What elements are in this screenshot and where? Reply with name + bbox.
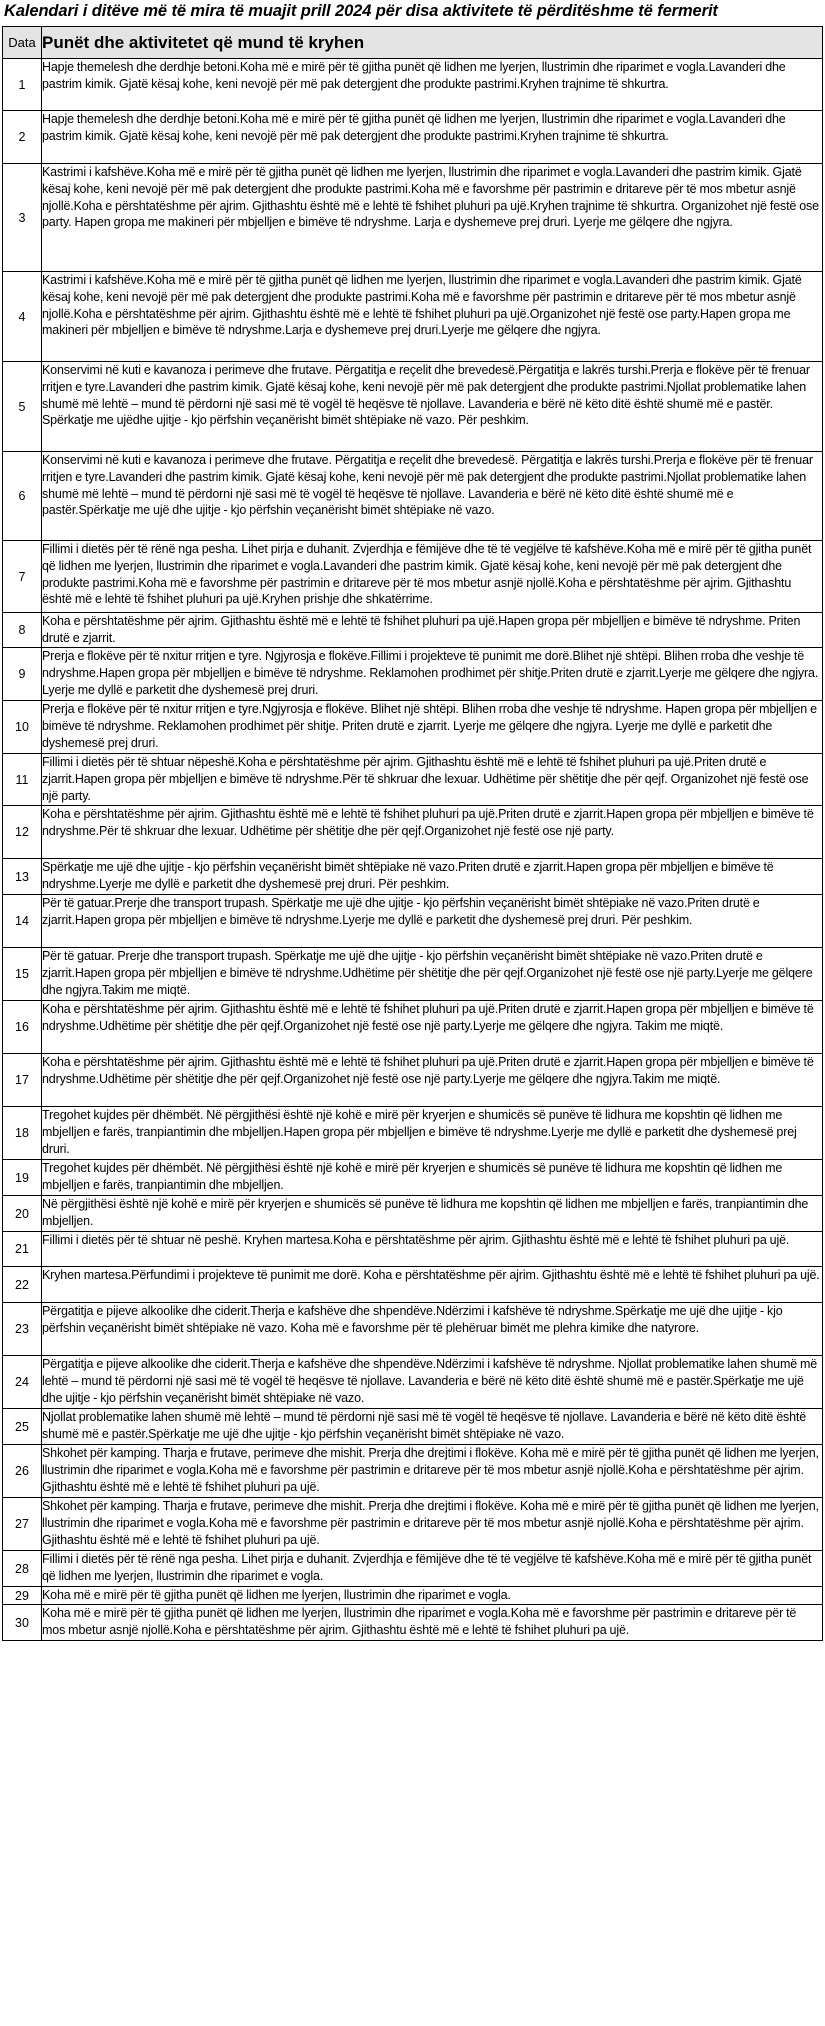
day-number: 6 [3,452,42,541]
activity-description: Koha më e mirë për të gjitha punët që lidhen me lyerjen, llustrimin dhe riparimet e vogla. [42,1587,823,1605]
activity-description: Koha e përshtatëshme për ajrim. Gjithashtu është më e lehtë të fshihet pluhuri pa ujë.Hapen gropa për mbjelljen e bimëve të ndryshme. Priten drutë e zjarrit. [42,613,823,648]
table-row [3,895,823,948]
activity-description: Për të gatuar. Prerje dhe transport trupash. Spërkatje me ujë dhe ujitje - kjo përfshin veçanërisht bimët shtëpiake në vazo.Priten drutë e zjarrit.Hapen gropa për mbjelljen e bimëve të ndryshme.Udhëtime për shëtitje dhe për qejf.Organizohet një festë ose një party.Lyerje me gëlqere dhe ngjyra.Takim me miqtë. [42,948,823,1001]
activity-description: Fillimi i dietës për të shtuar në peshë. Kryhen martesa.Koha e përshtatëshme për ajrim. Gjithashtu është më e lehtë të fshihet pluhuri pa ujë. [42,1232,823,1267]
day-column-header: Data [3,27,42,59]
day-number: 24 [3,1356,42,1409]
table-row [3,613,823,648]
table-row [3,164,823,272]
activity-description: Prerja e flokëve për të nxitur rritjen e tyre.Ngjyrosja e flokëve. Blihet një shtëpi. Blihen rroba dhe veshje të ndryshme. Hapen gropa për mbjelljen e bimëve të ndryshme. Reklamohen prodhimet për shitje. Priten drutë e zjarrit. Lyerje me gëlqere dhe ngjyra. Lyerje me dyllë e parketit dhe dyshemesë prej druri. [42,701,823,754]
table-row [3,1356,823,1409]
activity-description: Shkohet për kamping. Tharja e frutave, perimeve dhe mishit. Prerja dhe drejtimi i flokëve. Koha më e mirë për të gjitha punët që lidhen me lyerjen, llustrimin dhe riparimet e vogla.Koha më e favorshme për pastrimin e dritareve për të mos mbetur asnjë njollë.Koha e përshtatëshme për ajrim. Gjithashtu është më e lehtë të fshihet pluhuri pa ujë. [42,1445,823,1498]
activity-description: Kryhen martesa.Përfundimi i projekteve të punimit me dorë. Koha e përshtatëshme për ajrim. Gjithashtu është më e lehtë të fshihet pluhuri pa ujë. [42,1267,823,1303]
day-number: 9 [3,648,42,701]
day-number: 28 [3,1551,42,1587]
activity-description: Njollat problematike lahen shumë më lehtë – mund të përdorni një sasi më të vogël të heqësve të njollave. Lavanderia e bërë në këto ditë është shumë më e pastër.Spërkatje me ujë dhe ujitje - kjo përfshin veçanërisht bimët shtëpiake në vazo. [42,1409,823,1445]
day-number: 15 [3,948,42,1001]
table-row [3,1587,823,1605]
table-row [3,1001,823,1054]
activity-description: Fillimi i dietës për të rënë nga pesha. Lihet pirja e duhanit. Zvjerdhja e fëmijëve dhe të të vegjëlve të kafshëve.Koha më e mirë për të gjitha punët që lidhen me lyerjen, llustrimin dhe riparimet e vogla. [42,1551,823,1587]
table-row [3,1107,823,1160]
table-row [3,701,823,754]
day-number: 3 [3,164,42,272]
day-number: 7 [3,541,42,613]
activity-description: Kastrimi i kafshëve.Koha më e mirë për të gjitha punët që lidhen me lyerjen, llustrimin dhe riparimet e vogla.Lavanderi dhe pastrim kimik. Gjatë kësaj kohe, keni nevojë për më pak detergjent dhe produkte pastrimi.Koha më e favorshme për pastrimin e dritareve për të mos mbetur asnjë njollë.Koha e përshtatëshme për ajrim. Gjithashtu është më e lehtë të fshihet pluhuri pa ujë.Kryhen trajnime të shkurtra. Organizohet një festë ose party. Hapen gropa me makineri për mbjelljen e bimëve të ndryshme. Larja e dyshemeve prej druri. Lyerje me gëlqere dhe ngjyra. [42,164,823,272]
activity-description: Koha e përshtatëshme për ajrim. Gjithashtu është më e lehtë të fshihet pluhuri pa ujë.Priten drutë e zjarrit.Hapen gropa për mbjelljen e bimëve të ndryshme.Udhëtime për shëtitje dhe për qejf.Organizohet një festë ose një party.Lyerje me gëlqere dhe ngjyra. Takim me miqtë. [42,1001,823,1054]
page-title: Kalendari i ditëve më të mira të muajit prill 2024 për disa aktivitete të përditëshme të fermerit [4,2,718,20]
activity-description: Tregohet kujdes për dhëmbët. Në përgjithësi është një kohë e mirë për kryerjen e shumicës së punëve të lidhura me kopshtin që lidhen me mbjelljen e farës, tranpiantimin dhe mbjelljen. [42,1160,823,1196]
day-number: 29 [3,1587,42,1605]
table-row [3,272,823,362]
table-row [3,1054,823,1107]
day-number: 22 [3,1267,42,1303]
day-number: 13 [3,859,42,895]
table-row [3,1605,823,1641]
activity-description: Për të gatuar.Prerje dhe transport trupash. Spërkatje me ujë dhe ujitje - kjo përfshin veçanërisht bimët shtëpiake në vazo.Priten drutë e zjarrit.Hapen gropa për mbjelljen e bimëve të ndryshme.Lyerje me dyllë e parketit dhe dyshemesë prej druri. Për peshkim. [42,895,823,948]
day-number: 30 [3,1605,42,1641]
day-number: 12 [3,806,42,859]
activity-description: Shkohet për kamping. Tharja e frutave, perimeve dhe mishit. Prerja dhe drejtimi i flokëve. Koha më e mirë për të gjitha punët që lidhen me lyerjen, llustrimin dhe riparimet e vogla.Koha më e favorshme për pastrimin e dritareve për të mos mbetur asnjë njollë.Koha e përshtatëshme për ajrim. Gjithashtu është më e lehtë të fshihet pluhuri pa ujë. [42,1498,823,1551]
activity-description: Koha e përshtatëshme për ajrim. Gjithashtu është më e lehtë të fshihet pluhuri pa ujë.Priten drutë e zjarrit.Hapen gropa për mbjelljen e bimëve të ndryshme.Udhëtime për shëtitje dhe për qejf.Organizohet një festë ose një party.Lyerje me gëlqere dhe ngjyra.Takim me miqtë. [42,1054,823,1107]
day-number: 18 [3,1107,42,1160]
table-row [3,362,823,452]
table-row [3,111,823,164]
activity-description: Fillimi i dietës për të rënë nga pesha. Lihet pirja e duhanit. Zvjerdhja e fëmijëve dhe të të vegjëlve të kafshëve.Koha më e mirë për të gjitha punët që lidhen me lyerjen, llustrimin dhe riparimet e vogla.Lavanderi dhe pastrim kimik. Gjatë kësaj kohe, keni nevojë për më pak detergjent dhe produkte pastrimi.Koha më e favorshme për pastrimin e dritareve për të mos mbetur asnjë njollë.Koha e përshtatëshme për ajrim. Gjithashtu është më e lehtë të fshihet pluhuri pa ujë.Kryhen prishje dhe shkatërrime. [42,541,823,613]
table-row [3,1267,823,1303]
day-number: 23 [3,1303,42,1356]
activity-calendar-table [2,26,823,1641]
activities-column-header: Punët dhe aktivitetet që mund të kryhen [42,27,823,59]
table-row [3,754,823,806]
table-row [3,1303,823,1356]
activity-description: Koha më e mirë për të gjitha punët që lidhen me lyerjen, llustrimin dhe riparimet e vogla.Koha më e favorshme për pastrimin e dritareve për të mos mbetur asnjë njollë.Koha e përshtatëshme për ajrim. Gjithashtu është më e lehtë të fshihet pluhuri pa ujë. [42,1605,823,1641]
day-number: 16 [3,1001,42,1054]
activity-description: Kastrimi i kafshëve.Koha më e mirë për të gjitha punët që lidhen me lyerjen, llustrimin dhe riparimet e vogla.Lavanderi dhe pastrim kimik. Gjatë kësaj kohe, keni nevojë për më pak detergjent dhe produkte pastrimi.Koha më e favorshme për pastrimin e dritareve për të mos mbetur asnjë njollë.Koha e përshtatëshme për ajrim. Gjithashtu është më e lehtë të fshihet pluhuri pa ujë.Organizohet një festë ose party.Hapen gropa me makineri për mbjelljen e bimëve të ndryshme.Larja e dyshemeve prej druri.Lyerje me gëlqere dhe ngjyra. [42,272,823,362]
table-row [3,59,823,111]
activity-description: Spërkatje me ujë dhe ujitje - kjo përfshin veçanërisht bimët shtëpiake në vazo.Priten drutë e zjarrit.Hapen gropa për mbjelljen e bimëve të ndryshme.Lyerje me dyllë e parketit dhe dyshemesë prej druri. Për peshkim. [42,859,823,895]
activity-description: Konservimi në kuti e kavanoza i perimeve dhe frutave. Përgatitja e reçelit dhe brevedesë.Përgatitja e lakrës turshi.Prerja e flokëve për të frenuar rritjen e tyre.Lavanderi dhe pastrim kimik. Gjatë kësaj kohe, keni nevojë për më pak detergjent dhe produkte pastrimi.Njollat problematike lahen shumë më lehtë – mund të përdorni një sasi më të vogël të heqësve të njollave. Lavanderia e bërë në këto ditë është shumë më e pastër. Spërkatje me ujëdhe ujitje - kjo përfshin veçanërisht bimët shtëpiake në vazo. Për peshkim. [42,362,823,452]
day-number: 5 [3,362,42,452]
day-number: 1 [3,59,42,111]
day-number: 21 [3,1232,42,1267]
day-number: 2 [3,111,42,164]
table-row [3,648,823,701]
table-row [3,948,823,1001]
day-number: 19 [3,1160,42,1196]
table-row [3,1498,823,1551]
table-header-row [3,27,823,59]
activity-description: Konservimi në kuti e kavanoza i perimeve dhe frutave. Përgatitja e reçelit dhe brevedesë. Përgatitja e lakrës turshi.Prerja e flokëve për të frenuar rritjen e tyre.Lavanderi dhe pastrim kimik. Gjatë kësaj kohe, keni nevojë për më pak detergjent dhe produkte pastrimi.Njollat problematike lahen shumë më lehtë – mund të përdorni një sasi më të vogël të heqësve të njollave. Lavanderia e bërë në këto ditë është shumë më e pastër.Spërkatje me ujë dhe ujitje - kjo përfshin veçanërisht bimët shtëpiake në vazo. [42,452,823,541]
activity-description: Hapje themelesh dhe derdhje betoni.Koha më e mirë për të gjitha punët që lidhen me lyerjen, llustrimin dhe riparimet e vogla.Lavanderi dhe pastrim kimik. Gjatë kësaj kohe, keni nevojë për më pak detergjent dhe produkte pastrimi.Kryhen trajnime të shkurtra. [42,111,823,164]
table-row [3,1551,823,1587]
table-row [3,1160,823,1196]
day-number: 20 [3,1196,42,1232]
activity-description: Koha e përshtatëshme për ajrim. Gjithashtu është më e lehtë të fshihet pluhuri pa ujë.Priten drutë e zjarrit.Hapen gropa për mbjelljen e bimëve të ndryshme.Për të shkruar dhe lexuar. Udhëtime për shëtitje dhe për qejf.Organizohet një festë ose një party. [42,806,823,859]
day-number: 17 [3,1054,42,1107]
day-number: 25 [3,1409,42,1445]
day-number: 27 [3,1498,42,1551]
activity-description: Në përgjithësi është një kohë e mirë për kryerjen e shumicës së punëve të lidhura me kopshtin që lidhen me mbjelljen e farës, tranpiantimin dhe mbjelljen. [42,1196,823,1232]
activity-description: Tregohet kujdes për dhëmbët. Në përgjithësi është një kohë e mirë për kryerjen e shumicës së punëve të lidhura me kopshtin që lidhen me mbjelljen e farës, tranpiantimin dhe mbjelljen.Hapen gropa për mbjelljen e bimëve të ndryshme.Lyerje me dyllë e parketit dhe dyshemesë prej druri. [42,1107,823,1160]
day-number: 14 [3,895,42,948]
table-row [3,541,823,613]
day-number: 8 [3,613,42,648]
day-number: 26 [3,1445,42,1498]
table-row [3,452,823,541]
activity-description: Hapje themelesh dhe derdhje betoni.Koha më e mirë për të gjitha punët që lidhen me lyerjen, llustrimin dhe riparimet e vogla.Lavanderi dhe pastrim kimik. Gjatë kësaj kohe, keni nevojë për më pak detergjent dhe produkte pastrimi.Kryhen trajnime të shkurtra. [42,59,823,111]
table-row [3,859,823,895]
activity-description: Fillimi i dietës për të shtuar nëpeshë.Koha e përshtatëshme për ajrim. Gjithashtu është më e lehtë të fshihet pluhuri pa ujë.Priten drutë e zjarrit.Hapen gropa për mbjelljen e bimëve të ndryshme.Për të shkruar dhe lexuar. Udhëtime për shëtitje dhe për qejf. Organizohet një festë ose një party. [42,754,823,806]
day-number: 10 [3,701,42,754]
table-row [3,1196,823,1232]
table-row [3,1232,823,1267]
table-row [3,806,823,859]
activity-description: Përgatitja e pijeve alkoolike dhe ciderit.Therja e kafshëve dhe shpendëve.Ndërzimi i kafshëve të ndryshme.Spërkatje me ujë dhe ujitje - kjo përfshin veçanërisht bimët shtëpiake në vazo. Koha më e favorshme për të plehëruar bimët me plehra kimike dhe natyrore. [42,1303,823,1356]
table-row [3,1445,823,1498]
day-number: 11 [3,754,42,806]
activity-description: Prerja e flokëve për të nxitur rritjen e tyre. Ngjyrosja e flokëve.Fillimi i projekteve të punimit me dorë.Blihet një shtëpi. Blihen rroba dhe veshje të ndryshme.Hapen gropa për mbjelljen e bimëve të ndryshme. Reklamohen prodhimet për shitje.Priten drutë e zjarrit.Lyerje me gëlqere dhe ngjyra. Lyerje me dyllë e parketit dhe dyshemesë prej druri. [42,648,823,701]
activity-description: Përgatitja e pijeve alkoolike dhe ciderit.Therja e kafshëve dhe shpendëve.Ndërzimi i kafshëve të ndryshme. Njollat problematike lahen shumë më lehtë – mund të përdorni një sasi më të vogël të heqësve të njollave. Lavanderia e bërë në këto ditë është shumë më e pastër.Spërkatje me ujë dhe ujitje - kjo përfshin veçanërisht bimët shtëpiake në vazo. [42,1356,823,1409]
day-number: 4 [3,272,42,362]
table-row [3,1409,823,1445]
table-body [3,59,823,1641]
